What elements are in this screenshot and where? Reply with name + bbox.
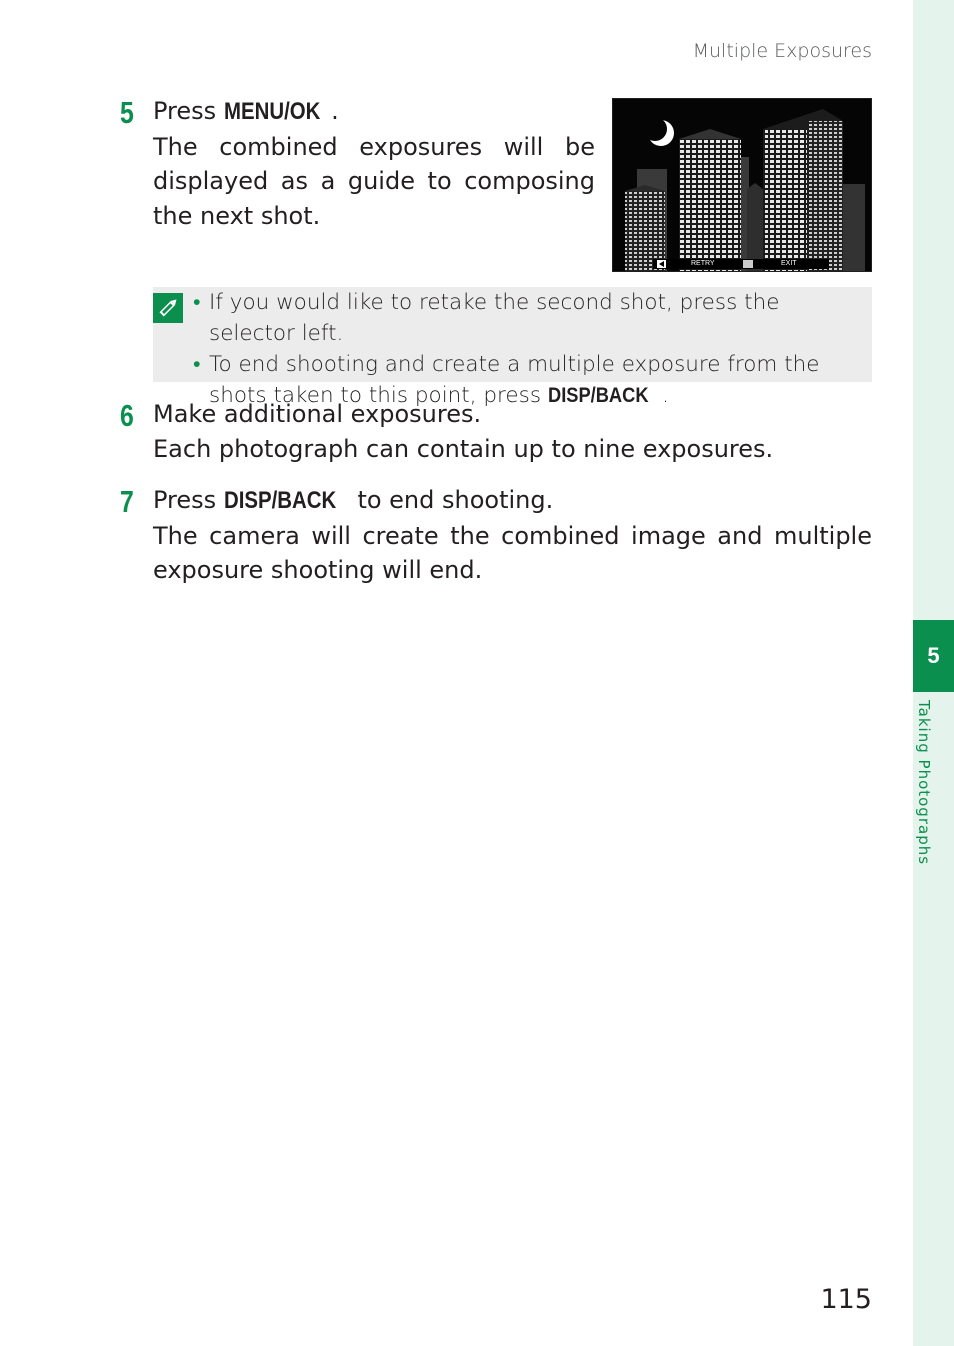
step-number: 6: [120, 398, 134, 433]
step-6-body: Each photograph can contain up to nine exposures.: [153, 434, 774, 463]
note-list: [193, 287, 869, 411]
step-number: 7: [120, 484, 134, 519]
note-item-suffix: .: [662, 383, 669, 408]
exit-label: EXIT: [781, 260, 797, 267]
instruction-suffix: to end shooting.: [349, 486, 554, 514]
disp-back-key: DISP/BACK: [547, 383, 649, 407]
instruction-prefix: Press: [153, 97, 224, 125]
camera-screen-illustration: [612, 98, 872, 272]
chapter-label: Taking Photographs: [915, 700, 933, 866]
note-item-prefix: To end shooting and create a multiple exposure from the shots taken to this point, press: [209, 352, 820, 408]
step-5-instruction: [153, 94, 595, 130]
retry-label: RETRY: [691, 260, 715, 267]
step-5-text: [153, 94, 595, 233]
step-7-body: The camera will create the combined image and multiple exposure shooting will end.: [153, 521, 872, 584]
step-7-text: [153, 483, 872, 588]
step-7-instruction: [153, 483, 872, 519]
running-head: Multiple Exposures: [692, 40, 872, 62]
step-number: 5: [120, 95, 134, 130]
step-5-body: The combined exposures will be displayed as a guide to composing the next shot.: [153, 132, 595, 230]
note-box: [153, 287, 872, 408]
note-pencil-icon: [153, 293, 183, 323]
note-item: • If you would like to retake the second shot, press the selector left.: [193, 287, 869, 349]
instruction-suffix: .: [331, 97, 339, 125]
step-6-instruction: Make additional exposures.: [153, 400, 482, 428]
disp-key-icon: [743, 260, 753, 268]
menu-ok-key: MENU/OK: [223, 98, 321, 125]
page-number: 115: [820, 1284, 872, 1315]
step-6-text: [153, 397, 872, 466]
instruction-prefix: Press: [153, 486, 224, 514]
night-city-illustration: [613, 99, 871, 271]
disp-back-key: DISP/BACK: [223, 487, 337, 514]
chapter-tab[interactable]: 5: [913, 620, 954, 692]
